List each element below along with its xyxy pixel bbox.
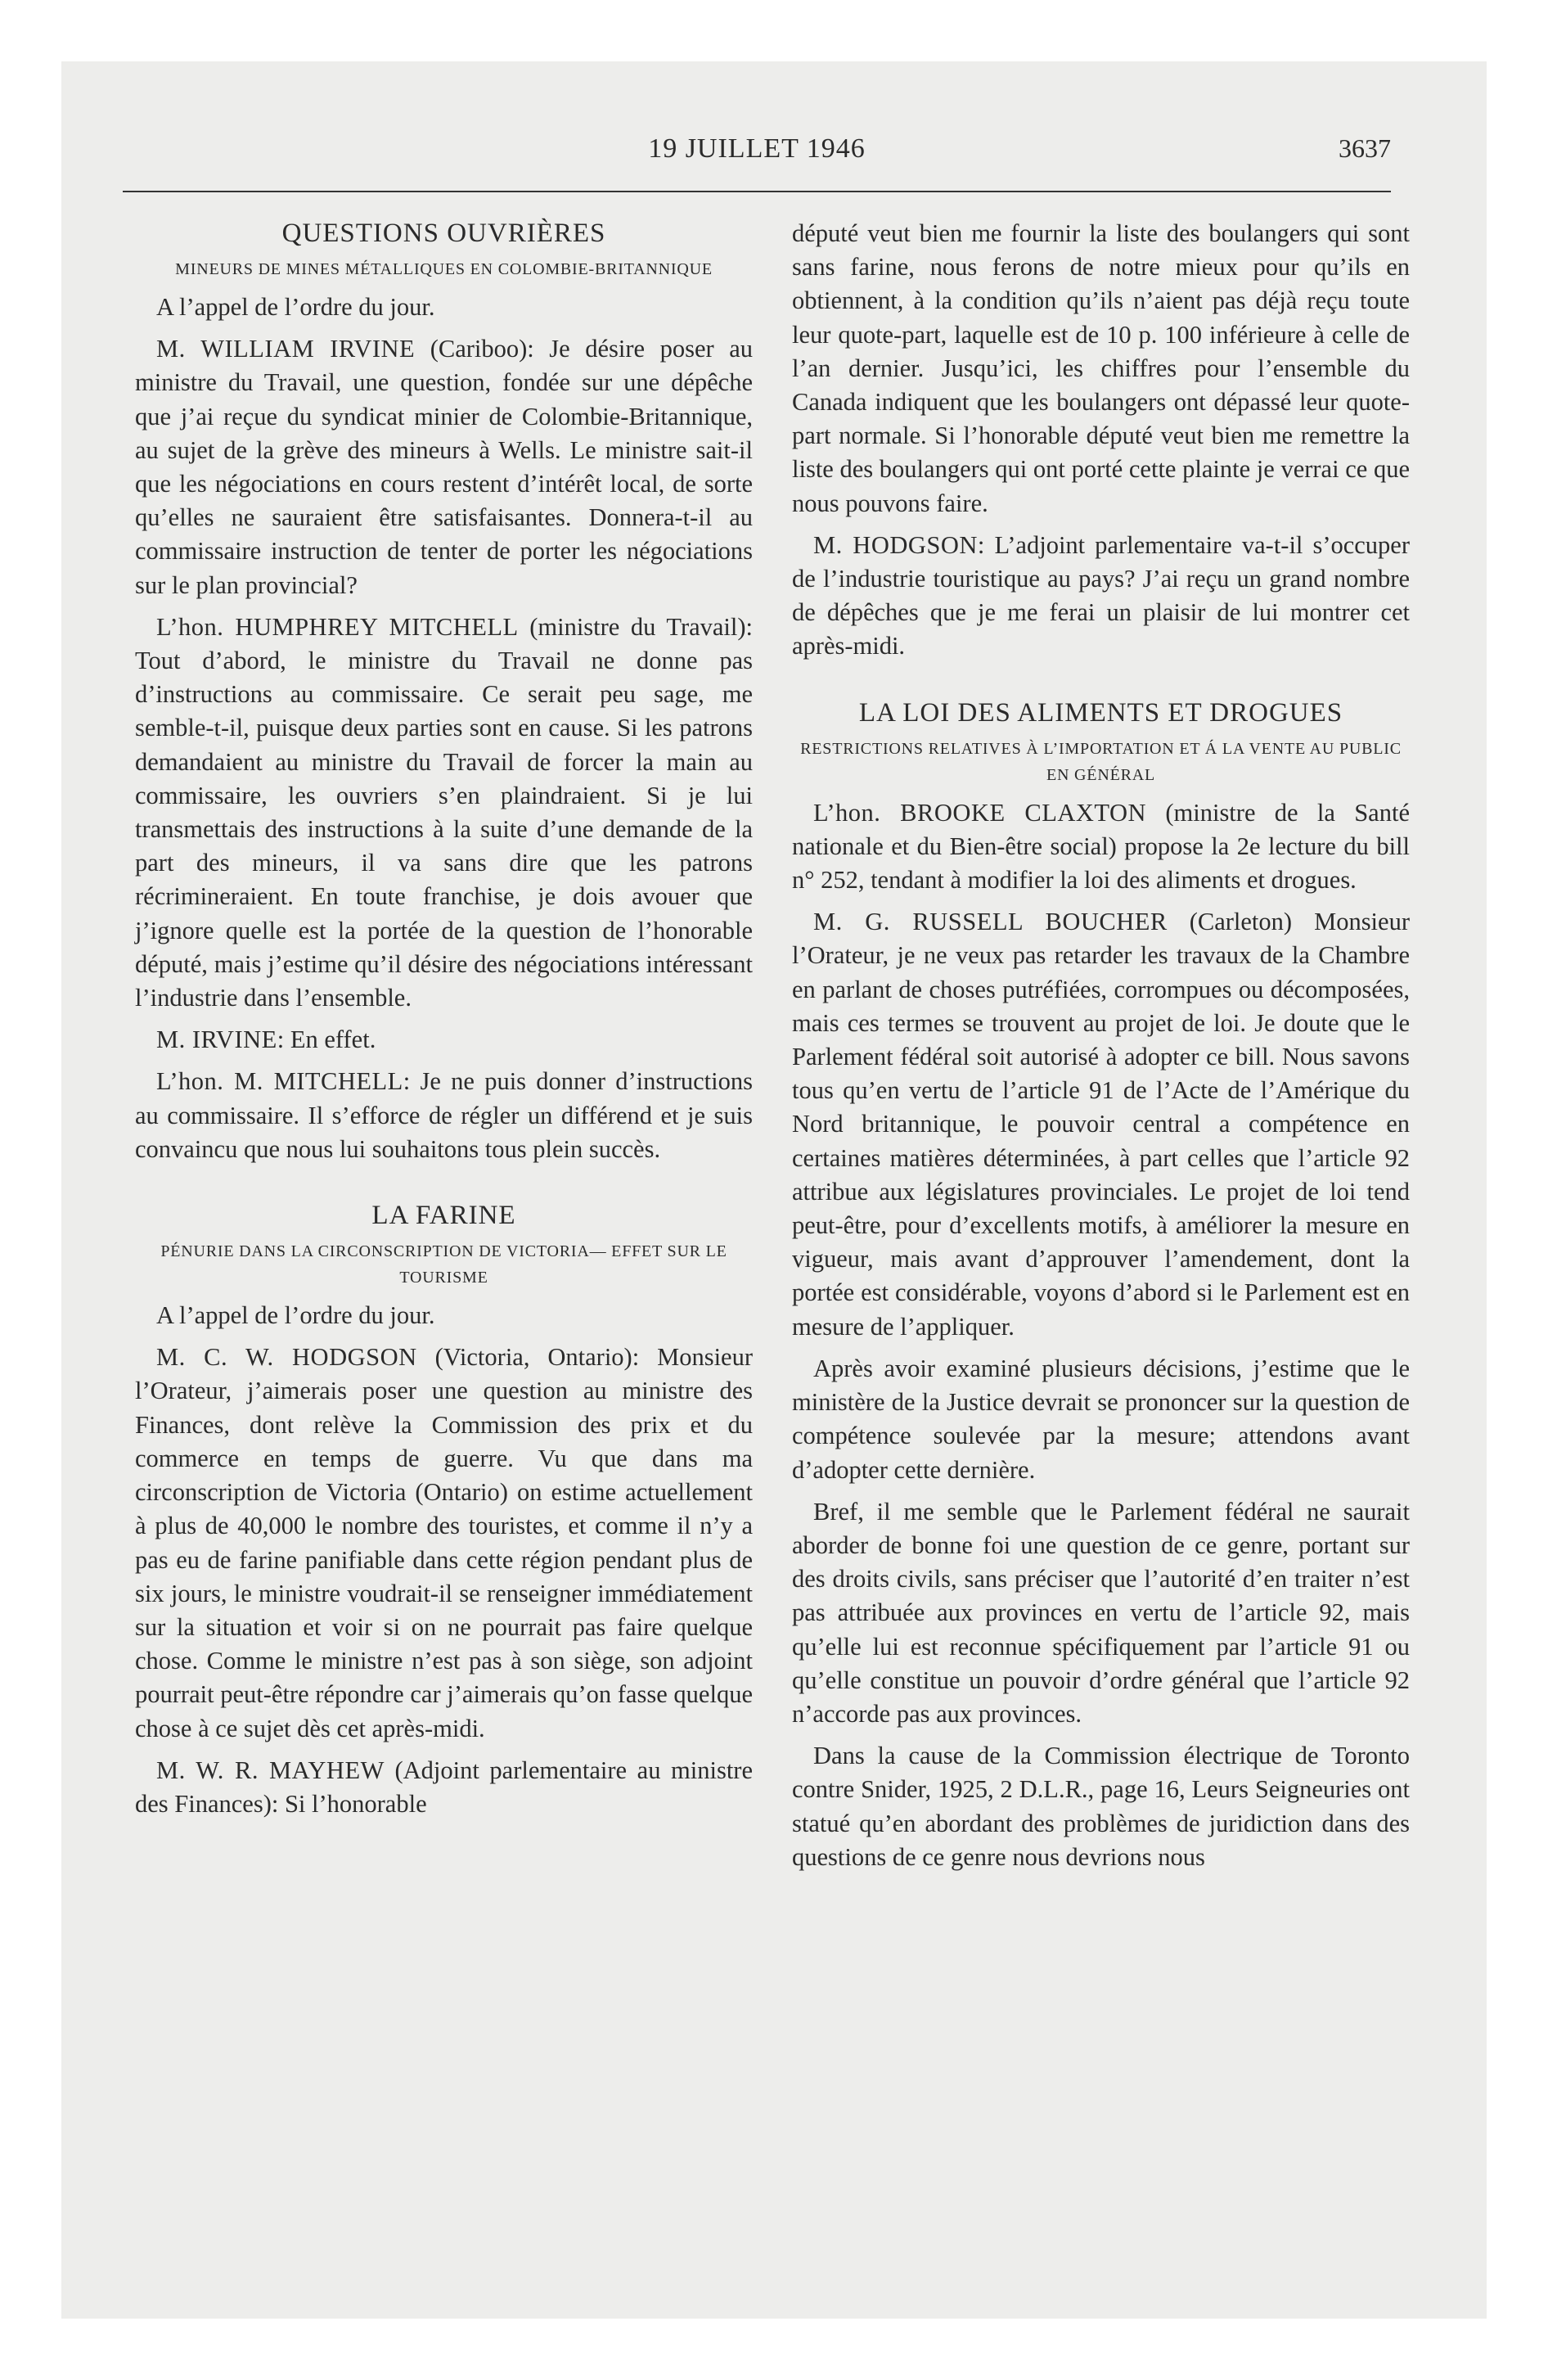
- speaker-name: L’hon. BROOKE CLAXTON: [813, 798, 1147, 827]
- right-column: [792, 217, 1410, 1874]
- paragraph: député veut bien me fournir la liste des boulangers qui sont sans farine, nous ferons de notre mieux pour qu’ils en obtiennent, à la condition qu’ils n’aient pas déjà reçu toute leur quote-part, laquelle est de 10 p. 100 inférieure à celle de l’an dernier. Jusqu’ici, les chiffres pour l’ensemble du Canada indiquent que les boulangers ont dépassé leur quote-part normale. Si l’honorable député veut bien me remettre la liste des boulangers qui ont porté cette plainte je verrai ce que nous pouvons faire.: [792, 219, 1410, 517]
- speaker-name: M. WILLIAM IRVINE: [156, 335, 416, 363]
- section-heading: QUESTIONS OUVRIÈRES: [281, 219, 606, 248]
- section-heading: LA LOI DES ALIMENTS ET DROGUES: [858, 697, 1343, 728]
- speaker-name: M. IRVINE: [156, 1025, 277, 1054]
- section-subheading: PÉNURIE DANS LA CIRCONSCRIPTION DE VICTORIA— EFFET SUR LE TOURISME: [160, 1242, 727, 1287]
- speaker-name: M. G. RUSSELL BOUCHER: [813, 908, 1168, 936]
- header-date: 19 JUILLET 1946: [648, 133, 866, 164]
- paragraph: Après avoir examiné plusieurs décisions, j’estime que le ministère de la Justice devrait se prononcer sur la question de compétence soulevée par la mesure; attendons avant d’adopter cette dernière.: [792, 1354, 1410, 1484]
- paragraph-text: : Je ne puis donner d’instructions au commissaire. Il s’efforce de régler un différend et je suis convaincu que nous lui souhaitons tous plein succès.: [135, 1067, 753, 1163]
- paragraph: [135, 1065, 753, 1166]
- speaker-name: M. HODGSON: [813, 530, 978, 559]
- paragraph: [135, 332, 753, 602]
- paragraph: [135, 611, 753, 1015]
- speaker-name: M. C. W. HODGSON: [156, 1343, 417, 1372]
- paragraph-text: (ministre du Travail): Tout d’abord, le ministre du Travail ne donne pas d’instructions au commissaire. Ce serait peu sage, me semble-t-il, puisque deux parties sont en cause. Si les patrons demandaient au ministre du Travail de forcer la main au commissaire, les ouvriers s’en plaindraient. Si je lui transmettais des instructions à la suite d’une demande de la part des mineurs, il va sans dire que les patrons récrimineraient. En toute franchise, je dois avouer que j’ignore quelle est la portée de la question de l’honorable député, mais j’estime qu’il désire des négociations intéressant l’industrie dans l’ensemble.: [135, 612, 754, 1012]
- paragraph-text: : En effet.: [277, 1025, 376, 1054]
- speaker-name: L’hon. HUMPHREY MITCHELL: [156, 612, 519, 641]
- paragraph: A l’appel de l’ordre du jour.: [156, 293, 435, 321]
- paragraph-text: (Carleton) Monsieur l’Orateur, je ne veux pas retarder les travaux de la Chambre en parlant de choses putréfiées, corrompues ou décomposées, mais ces termes se trouvent au projet de loi. Je doute que le Parlement fédéral soit autorisé à adopter ce bill. Nous savons tous qu’en vertu de l’article 91 de l’Acte de l’Amérique du Nord britannique, le pouvoir central a compétence en certaines matières déterminées, à part celles que l’article 92 attribue aux législatures provinciales. Le projet de loi tend peut-être, pour d’excellents motifs, à améliorer la mesure en vigueur, mais avant d’approuver l’amendement, dont la portée est considérable, voyons d’abord si le Parlement est en mesure de l’appliquer.: [792, 908, 1410, 1341]
- page-header: [123, 133, 1391, 183]
- paragraph: [135, 1341, 753, 1745]
- paragraph-text: (ministre de la Santé nationale et du Bien-être social) propose la 2e lecture du bill n° 252, tendant à modifier la loi des aliments et drogues.: [792, 798, 1410, 895]
- section-subheading: MINEURS DE MINES MÉTALLIQUES EN COLOMBIE-BRITANNIQUE: [175, 260, 713, 278]
- left-column: [135, 217, 753, 1821]
- page-number: 3637: [1339, 133, 1391, 163]
- section-heading: LA FARINE: [371, 1201, 516, 1231]
- paragraph: [135, 1754, 753, 1821]
- speaker-name: L’hon. M. MITCHELL: [156, 1067, 403, 1096]
- speaker-name: M. W. R. MAYHEW: [156, 1756, 385, 1784]
- paragraph: Dans la cause de la Commission électrique de Toronto contre Snider, 1925, 2 D.L.R., page 16, Leurs Seigneuries ont statué qu’en abordant des problèmes de juridiction dans des questions de ce genre nous devrions nous: [792, 1742, 1410, 1871]
- paragraph: Bref, il me semble que le Parlement fédéral ne saurait aborder de bonne foi une question de ce genre, portant sur des droits civils, sans préciser que l’autorité d’en traiter n’est pas attribuée aux provinces en vertu de l’article 92, mais qu’elle lui est reconnue spécifiquement par l’article 91 ou qu’elle constitue un pouvoir d’ordre général que l’article 92 n’accorde pas aux provinces.: [792, 1497, 1410, 1728]
- paragraph: [792, 529, 1410, 664]
- paragraph: [135, 1023, 753, 1057]
- paragraph-text: : L’adjoint parlementaire va-t-il s’occuper de l’industrie touristique au pays? J’ai reçu un grand nombre de dépêches que je me ferai un plaisir de lui montrer cet après-midi.: [792, 530, 1410, 660]
- paragraph: [792, 905, 1410, 1344]
- section-subheading: RESTRICTIONS RELATIVES À L’IMPORTATION ET Á LA VENTE AU PUBLIC EN GÉNÉRAL: [800, 739, 1402, 784]
- paragraph-text: (Cariboo): Je désire poser au ministre du Travail, une question, fondée sur une dépêche que j’ai reçue du syndicat minier de Colombie-Britannique, au sujet de la grève des mineurs à Wells. Le ministre sait-il que les négociations en cours restent d’intérêt local, de sorte qu’elles ne sauraient être satisfaisantes. Donnera-t-il au commissaire instruction de tenter de porter les négociations sur le plan provincial?: [135, 335, 753, 599]
- paragraph-text: (Victoria, Ontario): Monsieur l’Orateur, j’aimerais poser une question au ministre des Finances, dont relève la Commission des prix et du commerce en temps de guerre. Vu que dans ma circonscription de Victoria (Ontario) on estime actuellement à plus de 40,000 le nombre des touristes, et comme il n’y a pas eu de farine panifiable dans cette région pendant plus de six jours, le ministre voudrait-il se renseigner immédiatement sur la situation et voir si on ne pourrait pas faire quelque chose. Comme le ministre n’est pas à son siège, son adjoint pourrait peut-être répondre car j’aimerais qu’on fasse quelque chose à ce sujet dès cet après-midi.: [135, 1343, 753, 1742]
- paragraph: A l’appel de l’ordre du jour.: [156, 1301, 435, 1330]
- paragraph: [792, 796, 1410, 898]
- header-rule: [123, 191, 1391, 192]
- paragraph-text: (Adjoint parlementaire au ministre des Finances): Si l’honorable: [135, 1756, 753, 1818]
